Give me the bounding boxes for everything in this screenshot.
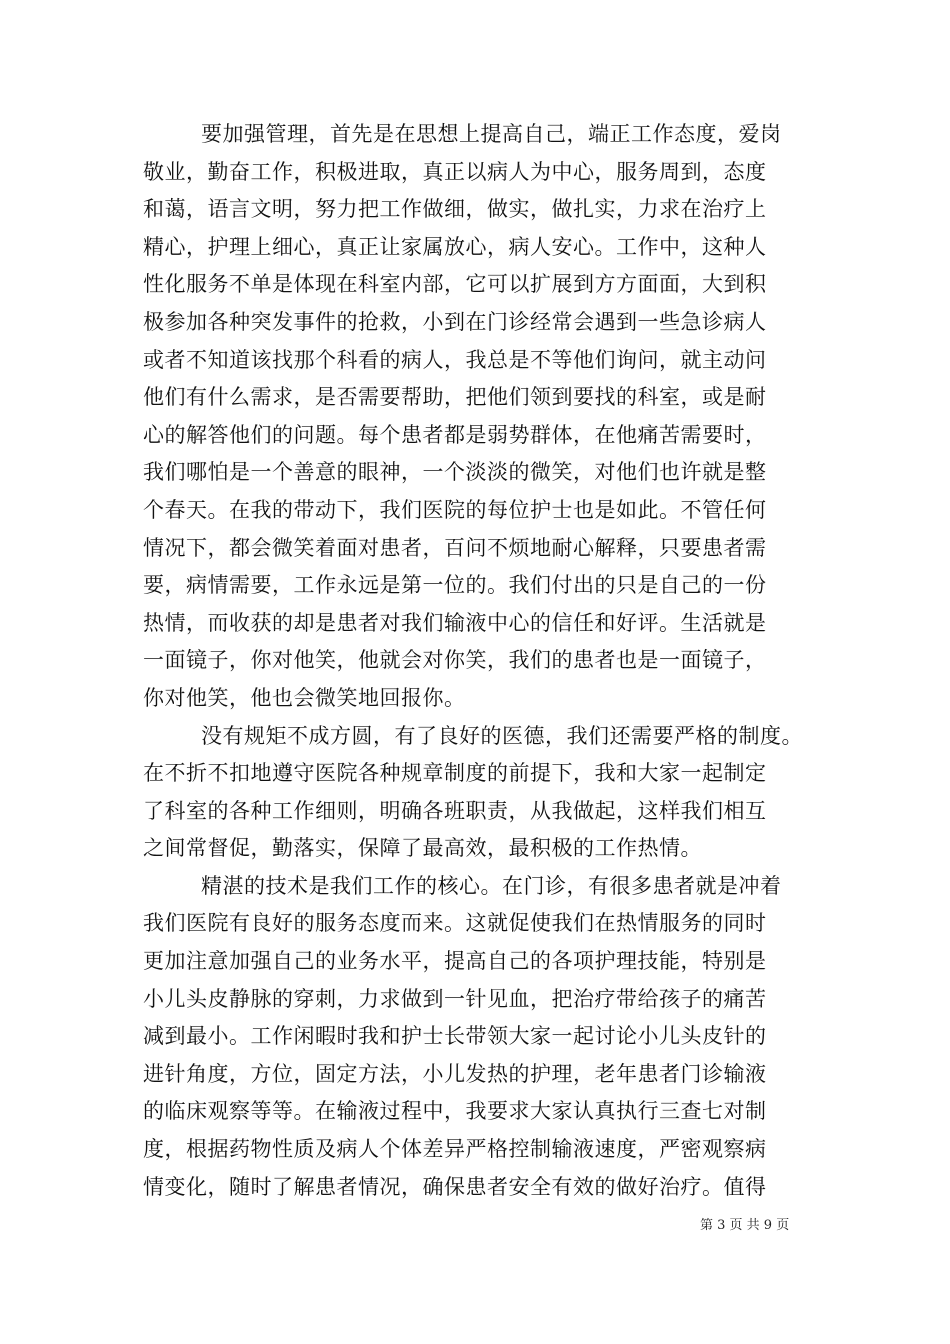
text-line: 情变化，随时了解患者情况，确保患者安全有效的做好治疗。值得 <box>143 1174 767 1199</box>
text-line: 他们有什么需求，是否需要帮助，把他们领到要找的科室，或是耐 <box>143 385 767 410</box>
text-line: 没有规矩不成方圆，有了良好的医德，我们还需要严格的制度。 <box>201 723 803 748</box>
paragraph-2 <box>143 718 817 868</box>
body-text <box>143 116 817 1206</box>
text-line: 性化服务不单是体现在科室内部，它可以扩展到方方面面，大到积 <box>143 272 767 297</box>
text-line: 的临床观察等等。在输液过程中，我要求大家认真执行三查七对制 <box>143 1099 767 1124</box>
text-line: 之间常督促，勤落实，保障了最高效，最积极的工作热情。 <box>143 836 702 861</box>
text-line: 减到最小。工作闲暇时我和护士长带领大家一起讨论小儿头皮针的 <box>143 1024 767 1049</box>
text-line: 精心，护理上细心，真正让家属放心，病人安心。工作中，这种人 <box>143 234 767 259</box>
text-line: 热情，而收获的却是患者对我们输液中心的信任和好评。生活就是 <box>143 610 767 635</box>
text-line: 小儿头皮静脉的穿刺，力求做到一针见血，把治疗带给孩子的痛苦 <box>143 986 767 1011</box>
text-line: 和蔼，语言文明，努力把工作做细，做实，做扎实，力求在治疗上 <box>143 197 767 222</box>
text-line: 你对他笑，他也会微笑地回报你。 <box>143 685 466 710</box>
text-line: 精湛的技术是我们工作的核心。在门诊，有很多患者就是冲着 <box>201 873 782 898</box>
text-line: 在不折不扣地遵守医院各种规章制度的前提下，我和大家一起制定 <box>143 761 767 786</box>
text-line: 极参加各种突发事件的抢救，小到在门诊经常会遇到一些急诊病人 <box>143 309 767 334</box>
text-line: 个春天。在我的带动下，我们医院的每位护士也是如此。不管任何 <box>143 497 767 522</box>
text-line: 我们哪怕是一个善意的眼神，一个淡淡的微笑，对他们也许就是整 <box>143 460 767 485</box>
text-line: 要加强管理，首先是在思想上提高自己，端正工作态度，爱岗 <box>201 122 782 146</box>
text-line: 敬业，勤奋工作，积极进取，真正以病人为中心，服务周到，态度 <box>143 159 767 184</box>
text-line: 更加注意加强自己的业务水平，提高自己的各项护理技能，特别是 <box>143 949 767 974</box>
page-number-footer: 第 3 页 共 9 页 <box>700 1218 790 1233</box>
text-line: 要，病情需要，工作永远是第一位的。我们付出的只是自己的一份 <box>143 573 767 598</box>
text-line: 我们医院有良好的服务态度而来。这就促使我们在热情服务的同时 <box>143 911 767 936</box>
paragraph-3 <box>143 868 817 1206</box>
text-line: 情况下，都会微笑着面对患者，百问不烦地耐心解释，只要患者需 <box>143 535 767 560</box>
text-line: 一面镜子，你对他笑，他就会对你笑，我们的患者也是一面镜子， <box>143 648 767 673</box>
text-line: 了科室的各种工作细则，明确各班职责，从我做起，这样我们相互 <box>143 798 767 823</box>
text-line: 度，根据药物性质及病人个体差异严格控制输液速度，严密观察病 <box>143 1137 767 1162</box>
text-line: 或者不知道该找那个科看的病人，我总是不等他们询问，就主动问 <box>143 347 767 372</box>
text-line: 心的解答他们的问题。每个患者都是弱势群体，在他痛苦需要时， <box>143 422 767 447</box>
paragraph-1 <box>143 116 817 718</box>
text-line: 进针角度，方位，固定方法，小儿发热的护理，老年患者门诊输液 <box>143 1061 767 1086</box>
